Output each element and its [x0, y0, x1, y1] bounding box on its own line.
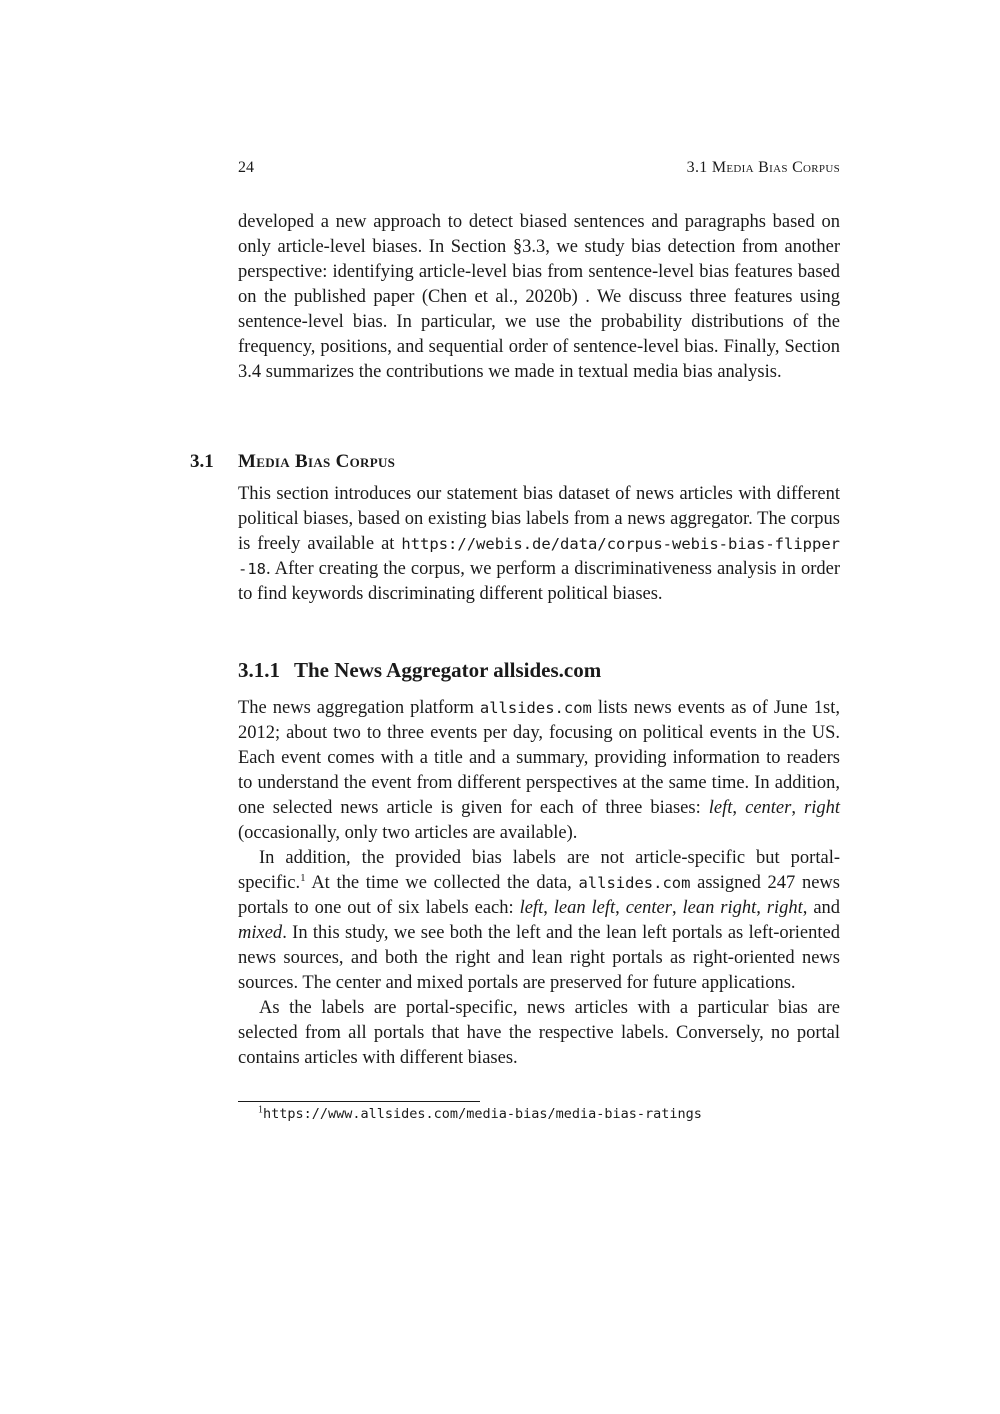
section-intro-paragraph [238, 482, 840, 607]
comma-1: , [732, 798, 746, 818]
p2-text-a: In addition, the provided bias labels are not article-specific but portal-specific. [238, 848, 840, 893]
running-head-title: 3.1 Media Bias Corpus [686, 159, 840, 176]
comma-2: , [791, 798, 805, 818]
section-intro-text-b: . After creating the corpus, we perform a discriminativeness analysis in order to find keywords discriminating different political biases. [238, 559, 840, 604]
section-title: Media Bias Corpus [238, 451, 396, 472]
section-intro-text-a: This section introduces our statement bias dataset of news articles with different political biases, based on existing bias labels from a news aggregator. The corpus is freely available at [238, 484, 840, 554]
p1-text-b: lists news events as of June 1st, 2012; about two to three events per day, focusing on political events in the US. Each event comes with a title and a summary, providing information to readers to understand the event from different perspectives at the same time. In addition, one selected news article is given for each of three biases: [238, 698, 840, 818]
p1-text-c: (occasionally, only two articles are available). [238, 823, 578, 843]
bias-center: center [745, 798, 792, 818]
running-head [238, 157, 840, 179]
subsection-body [238, 696, 840, 1071]
sep-4: , [756, 898, 767, 918]
site-name-2: allsides.com [578, 874, 691, 892]
label-left: left [519, 898, 544, 918]
subsection-title: The News Aggregator allsides.com [294, 658, 602, 682]
p2-text-c: assigned 247 news portals to one out of six labels each: [238, 873, 840, 918]
intro-text [238, 210, 840, 385]
paragraph-2 [238, 846, 840, 996]
bias-right: right [804, 798, 841, 818]
corpus-url-link[interactable]: https://webis.de/data/corpus-webis-bias-flipper-18 [238, 535, 840, 578]
label-center: center [625, 898, 672, 918]
paragraph-1 [238, 696, 840, 846]
sep-1: , [543, 898, 554, 918]
sep-2: , [615, 898, 626, 918]
section-heading [190, 449, 840, 475]
subsection-number: 3.1.1 [238, 658, 280, 682]
label-mixed: mixed [238, 923, 283, 943]
footnote [258, 1104, 702, 1124]
footnote-rule [238, 1101, 480, 1102]
site-name: allsides.com [479, 699, 592, 717]
page-number: 24 [238, 159, 254, 176]
label-lean-left: lean left [553, 898, 616, 918]
and-word: , and [802, 898, 841, 918]
intro-paragraph: developed a new approach to detect biased sentences and paragraphs based on only article-level biases. In Section §3.3, we study bias detection from another perspective: identifying article-level bias from sentence-level bias features based on the published paper (Chen et al., 2020b) . We discuss three features using sentence-level bias. In particular, we use the probability distributions of the frequency, positions, and sequential order of sentence-level bias. Finally, Section 3.4 summarizes the contributions we made in textual media bias analysis. [238, 212, 840, 382]
section-intro [238, 482, 840, 607]
label-right: right [766, 898, 803, 918]
p1-text-a: The news aggregation platform [238, 698, 480, 718]
p2-text-d: . In this study, we see both the left and the lean left portals as left-oriented news sources, and both the right and lean right portals as right-oriented news sources. The center and mixed portals are preserved for future applications. [238, 923, 840, 993]
footnote-url-link[interactable]: https://www.allsides.com/media-bias/media-bias-ratings [263, 1106, 702, 1122]
subsection-heading [238, 656, 840, 684]
label-lean-right: lean right [682, 898, 757, 918]
footnote-mark: 1 [258, 1104, 263, 1116]
footnote-ref[interactable]: 1 [300, 871, 306, 884]
sep-3: , [671, 898, 683, 918]
p2-text-b: At the time we collected the data, [305, 873, 579, 893]
paragraph-3: As the labels are portal-specific, news articles with a particular bias are selected from all portals that have the respective labels. Conversely, no portal contains articles with different biases. [238, 998, 840, 1068]
section-number: 3.1 [190, 451, 214, 472]
bias-left: left [708, 798, 733, 818]
